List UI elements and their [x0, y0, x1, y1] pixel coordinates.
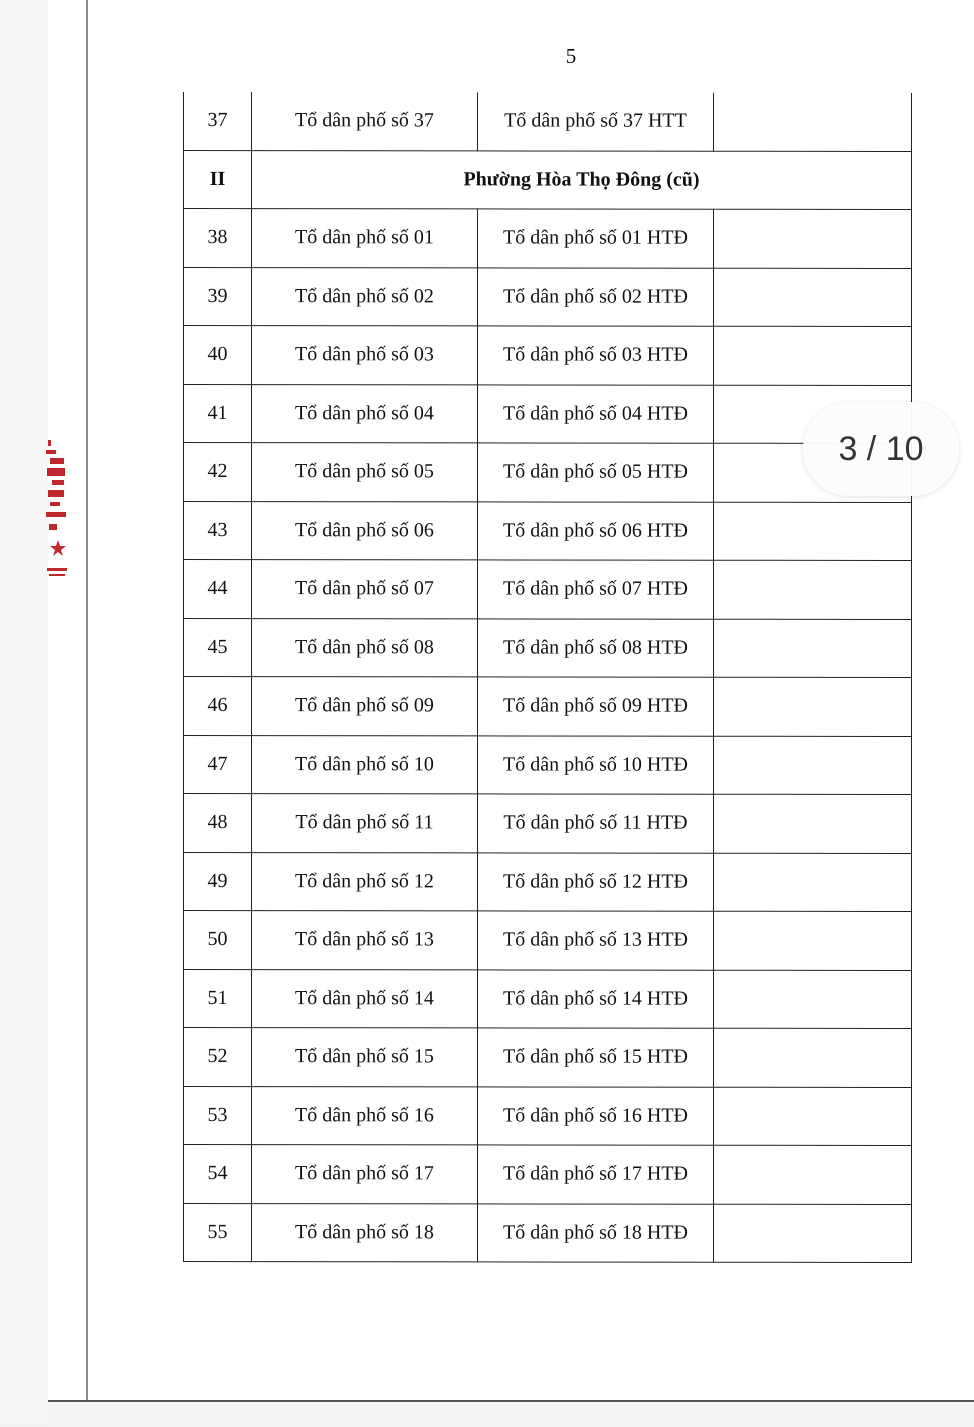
row-number: 47: [184, 735, 252, 794]
old-name-cell: Tổ dân phố số 18: [252, 1203, 478, 1262]
old-name-cell: Tổ dân phố số 14: [252, 969, 478, 1028]
row-number: 51: [184, 969, 252, 1028]
new-name-cell: Tổ dân phố số 09 HTĐ: [478, 677, 714, 736]
table-row: [184, 1086, 912, 1146]
note-cell: [714, 1028, 912, 1087]
old-name-cell: Tổ dân phố số 03: [252, 326, 478, 385]
note-cell: [714, 560, 912, 619]
row-number: 53: [184, 1086, 252, 1145]
new-name-cell: Tổ dân phố số 02 HTĐ: [478, 267, 714, 326]
new-name-cell: Tổ dân phố số 05 HTĐ: [478, 443, 714, 502]
row-number: 55: [184, 1203, 252, 1262]
new-name-cell: Tổ dân phố số 07 HTĐ: [478, 560, 714, 619]
table-row: [184, 852, 912, 912]
old-name-cell: Tổ dân phố số 08: [252, 618, 478, 677]
new-name-cell: Tổ dân phố số 06 HTĐ: [478, 501, 714, 560]
note-cell: [714, 677, 912, 736]
new-name-cell: Tổ dân phố số 18 HTĐ: [478, 1203, 714, 1262]
red-stamp-fragment: [44, 440, 70, 580]
old-name-cell: Tổ dân phố số 16: [252, 1086, 478, 1145]
section-title: Phường Hòa Thọ Đông (cũ): [252, 150, 912, 209]
note-cell: [714, 326, 912, 385]
table-row: [184, 92, 912, 151]
new-name-cell: Tổ dân phố số 12 HTĐ: [478, 852, 714, 911]
new-name-cell: Tổ dân phố số 15 HTĐ: [478, 1028, 714, 1087]
table-row: [184, 1145, 912, 1205]
old-name-cell: Tổ dân phố số 15: [252, 1028, 478, 1087]
new-name-cell: Tổ dân phố số 04 HTĐ: [478, 384, 714, 443]
note-cell: [714, 93, 912, 151]
page-edge-line: [86, 0, 88, 1400]
row-number: 52: [184, 1028, 252, 1087]
row-number: 41: [184, 384, 252, 443]
villages-table: [183, 92, 912, 1263]
section-row: [184, 150, 912, 210]
table-row: [184, 969, 912, 1029]
table-row: [184, 326, 912, 386]
note-cell: [714, 736, 912, 795]
table-row: [184, 384, 912, 444]
row-number: 40: [184, 326, 252, 385]
old-name-cell: Tổ dân phố số 12: [252, 852, 478, 911]
old-name-cell: Tổ dân phố số 06: [252, 501, 478, 560]
table-row: [184, 618, 912, 678]
row-number: 48: [184, 794, 252, 853]
row-number: 44: [184, 560, 252, 619]
viewer-bottom-bar: [48, 1400, 974, 1427]
row-number: 54: [184, 1145, 252, 1204]
row-number: 43: [184, 501, 252, 560]
table-row: [184, 735, 912, 795]
row-number: 50: [184, 911, 252, 970]
table-row: [184, 1028, 912, 1088]
new-name-cell: Tổ dân phố số 08 HTĐ: [478, 618, 714, 677]
old-name-cell: Tổ dân phố số 09: [252, 677, 478, 736]
note-cell: [714, 911, 912, 970]
old-name-cell: Tổ dân phố số 05: [252, 443, 478, 502]
old-name-cell: Tổ dân phố số 13: [252, 911, 478, 970]
new-name-cell: Tổ dân phố số 03 HTĐ: [478, 326, 714, 385]
note-cell: [714, 209, 912, 268]
table-row: [184, 911, 912, 971]
old-name-cell: Tổ dân phố số 10: [252, 735, 478, 794]
new-name-cell: Tổ dân phố số 13 HTĐ: [478, 911, 714, 970]
note-cell: [714, 268, 912, 327]
old-name-cell: Tổ dân phố số 07: [252, 560, 478, 619]
note-cell: [714, 1204, 912, 1263]
note-cell: [714, 619, 912, 678]
new-name-cell: Tổ dân phố số 01 HTĐ: [478, 209, 714, 268]
old-name-cell: Tổ dân phố số 17: [252, 1145, 478, 1204]
row-number: 49: [184, 852, 252, 911]
table-row: [184, 677, 912, 737]
table-row: [184, 501, 912, 561]
row-number: 45: [184, 618, 252, 677]
table-row: [184, 1203, 912, 1263]
old-name-cell: Tổ dân phố số 01: [252, 209, 478, 268]
note-cell: [714, 970, 912, 1029]
new-name-cell: Tổ dân phố số 37 HTT: [478, 92, 714, 150]
table-row: [184, 560, 912, 620]
section-number: II: [184, 150, 252, 209]
note-cell: [714, 794, 912, 853]
table-row: [184, 794, 912, 854]
old-name-cell: Tổ dân phố số 02: [252, 267, 478, 326]
page-number: 5: [565, 44, 577, 68]
note-cell: [714, 1087, 912, 1146]
old-name-cell: Tổ dân phố số 37: [252, 92, 478, 150]
table-row: [184, 209, 912, 269]
old-name-cell: Tổ dân phố số 04: [252, 384, 478, 443]
note-cell: [714, 502, 912, 561]
table-body: [184, 92, 912, 1263]
table-row: [184, 267, 912, 327]
row-number: 42: [184, 443, 252, 502]
new-name-cell: Tổ dân phố số 14 HTĐ: [478, 969, 714, 1028]
row-number: 39: [184, 267, 252, 326]
new-name-cell: Tổ dân phố số 10 HTĐ: [478, 735, 714, 794]
note-cell: [714, 853, 912, 912]
viewer-left-margin: [0, 0, 48, 1425]
row-number: 46: [184, 677, 252, 736]
page-indicator-badge: 3 / 10: [803, 402, 959, 496]
new-name-cell: Tổ dân phố số 17 HTĐ: [478, 1145, 714, 1204]
row-number: 38: [184, 209, 252, 268]
row-number: 37: [184, 92, 252, 150]
new-name-cell: Tổ dân phố số 16 HTĐ: [478, 1086, 714, 1145]
new-name-cell: Tổ dân phố số 11 HTĐ: [478, 794, 714, 853]
note-cell: [714, 1145, 912, 1204]
old-name-cell: Tổ dân phố số 11: [252, 794, 478, 853]
